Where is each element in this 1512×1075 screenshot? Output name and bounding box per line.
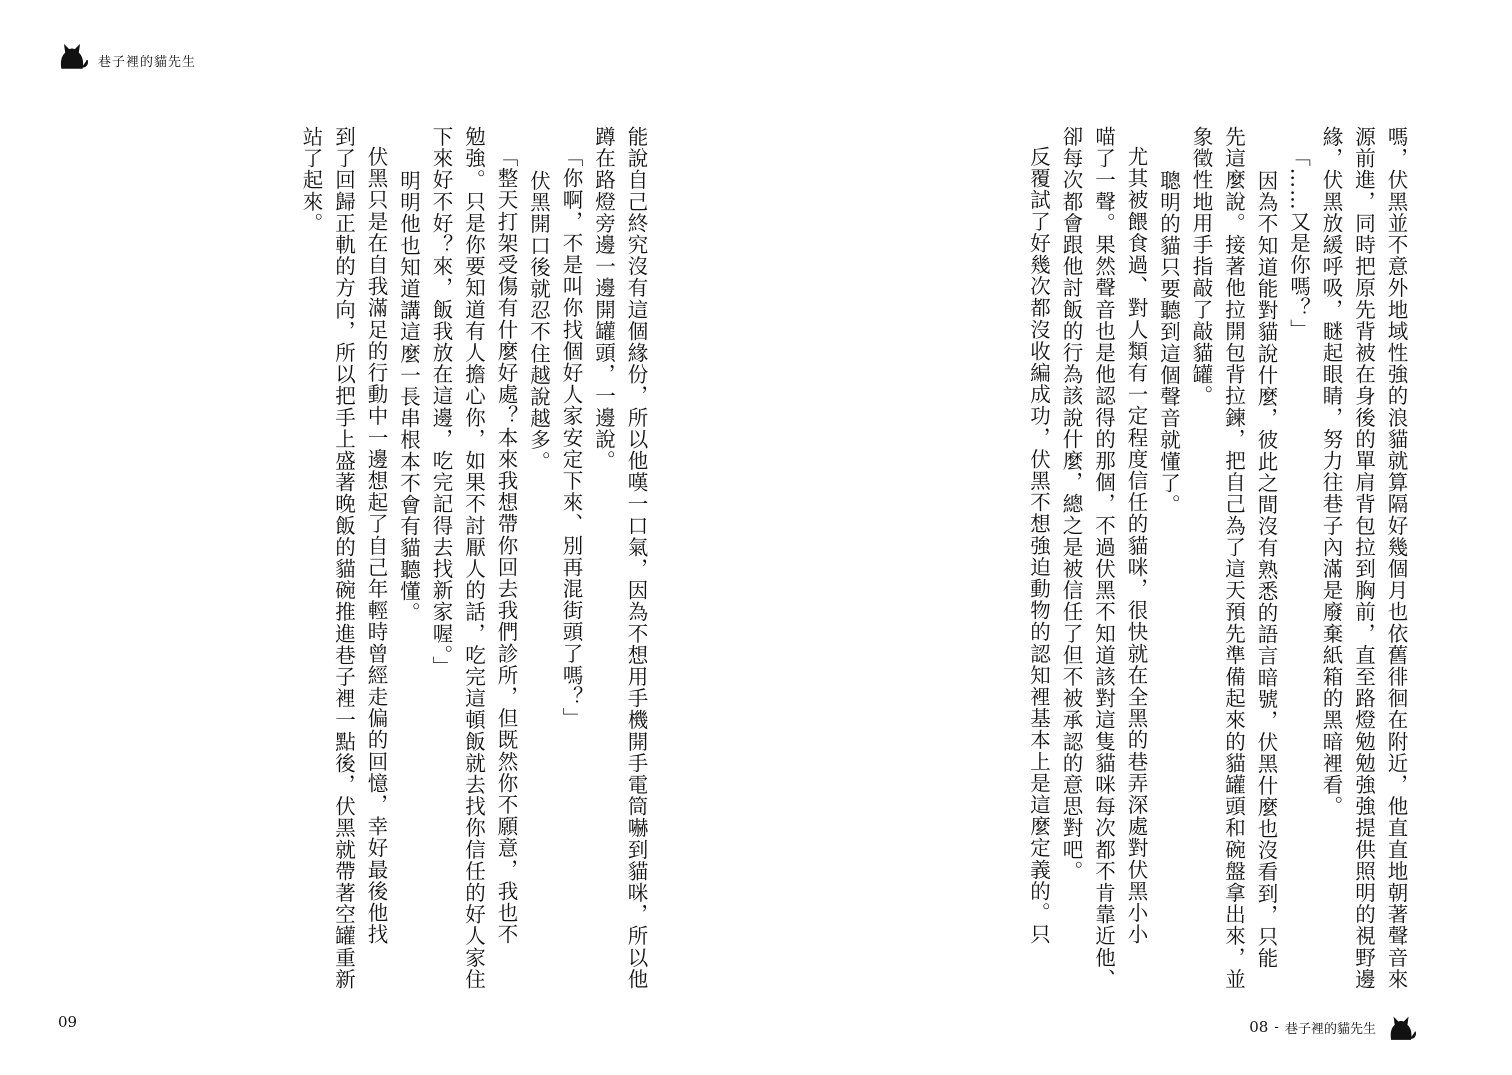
header-book-title: 巷子裡的貓先生	[98, 55, 197, 70]
right-column: 先這麼說。接著他拉開包背拉鍊，把自己為了這天預先準備起來的貓罐頭和碗盤拿出來，並	[1221, 126, 1246, 990]
left-column: 蹲在路燈旁邊一邊開罐頭，一邊說。	[591, 126, 616, 472]
cat-silhouette-icon	[56, 40, 90, 70]
left-column: 到了回歸正軌的方向，所以把手上盛著晚飯的貓碗推進巷子裡一點後，伏黑就帶著空罐重新	[331, 126, 356, 990]
footer-book-title: 巷子裡的貓先生	[1284, 1021, 1376, 1037]
right-column: 尤其被餵食過、對人類有一定程度信任的貓咪，很快就在全黑的巷弄深處對伏黑小小	[1124, 146, 1148, 946]
right-page-footer	[1249, 1013, 1418, 1041]
right-column: 源前進，同時把原先背被在身後的單肩背包拉到胸前，直至路燈勉勉強強提供照明的視野邊	[1351, 126, 1376, 990]
right-column: 喵了一聲。果然聲音也是他認得的那個，不過伏黑不知道該對這隻貓咪每次都不肯靠近他、	[1091, 126, 1116, 990]
left-page-body	[92, 126, 652, 990]
left-column: 「整天打架受傷有什麼好處？本來我想帶你回去我們診所，但既然你不願意，我也不	[494, 146, 518, 946]
left-column: 勉強。只是你要知道有人擔心你，如果不討厭人的話，吃完這頓飯就去找你信任的好人家住	[461, 126, 486, 990]
right-column: 緣，伏黑放緩呼吸，瞇起眼睛，努力往巷子內滿是廢棄紙箱的黑暗裡看。	[1319, 126, 1343, 818]
left-column: 明明他也知道講這麼一長串根本不會有貓聽懂。	[396, 170, 421, 624]
left-column: 伏黑開口後就忍不住越說越多。	[526, 170, 551, 473]
right-page-body	[852, 126, 1412, 990]
left-column: 「你啊，不是叫你找個好人家安定下來、別再混街頭了嗎？」	[559, 146, 583, 730]
cat-silhouette-icon	[1386, 1013, 1418, 1041]
left-column: 伏黑只是在自我滿足的行動中一邊想起了自己年輕時曾經走偏的回憶，幸好最後他找	[364, 146, 388, 946]
right-column: 象徵性地用手指敲了敲貓罐。	[1189, 126, 1213, 407]
left-column: 站了起來。	[299, 126, 323, 234]
left-column: 能說自己終究沒有這個緣份，所以他嘆一口氣，因為不想用手機開手電筒嚇到貓咪，所以他	[624, 126, 648, 990]
footer-separator: -	[1274, 1019, 1279, 1035]
left-column: 下來好不好？來，飯我放在這邊，吃完記得去找新家喔。」	[429, 126, 453, 678]
right-column: 「……又是你嗎？」	[1286, 146, 1311, 341]
right-page-number: 08	[1249, 1018, 1269, 1036]
right-column: 卻每次都會跟他討飯的行為該說什麼，總之是被信任了但不被承認的意思對吧。	[1059, 126, 1083, 882]
right-column: 因為不知道能對貓說什麼，彼此之間沒有熟悉的語言暗號，伏黑什麼也沒看到，只能	[1254, 170, 1278, 970]
right-column: 嗎，伏黑並不意外地域性強的浪貓就算隔好幾個月也依舊徘徊在附近，他直直地朝著聲音來	[1384, 126, 1408, 990]
right-column: 反覆試了好幾次都沒收編成功，伏黑不想強迫動物的認知裡基本上是這麼定義的。只	[1026, 146, 1051, 946]
right-column: 聰明的貓只要聽到這個聲音就懂了。	[1156, 170, 1181, 516]
left-page-number: 09	[58, 1013, 78, 1031]
